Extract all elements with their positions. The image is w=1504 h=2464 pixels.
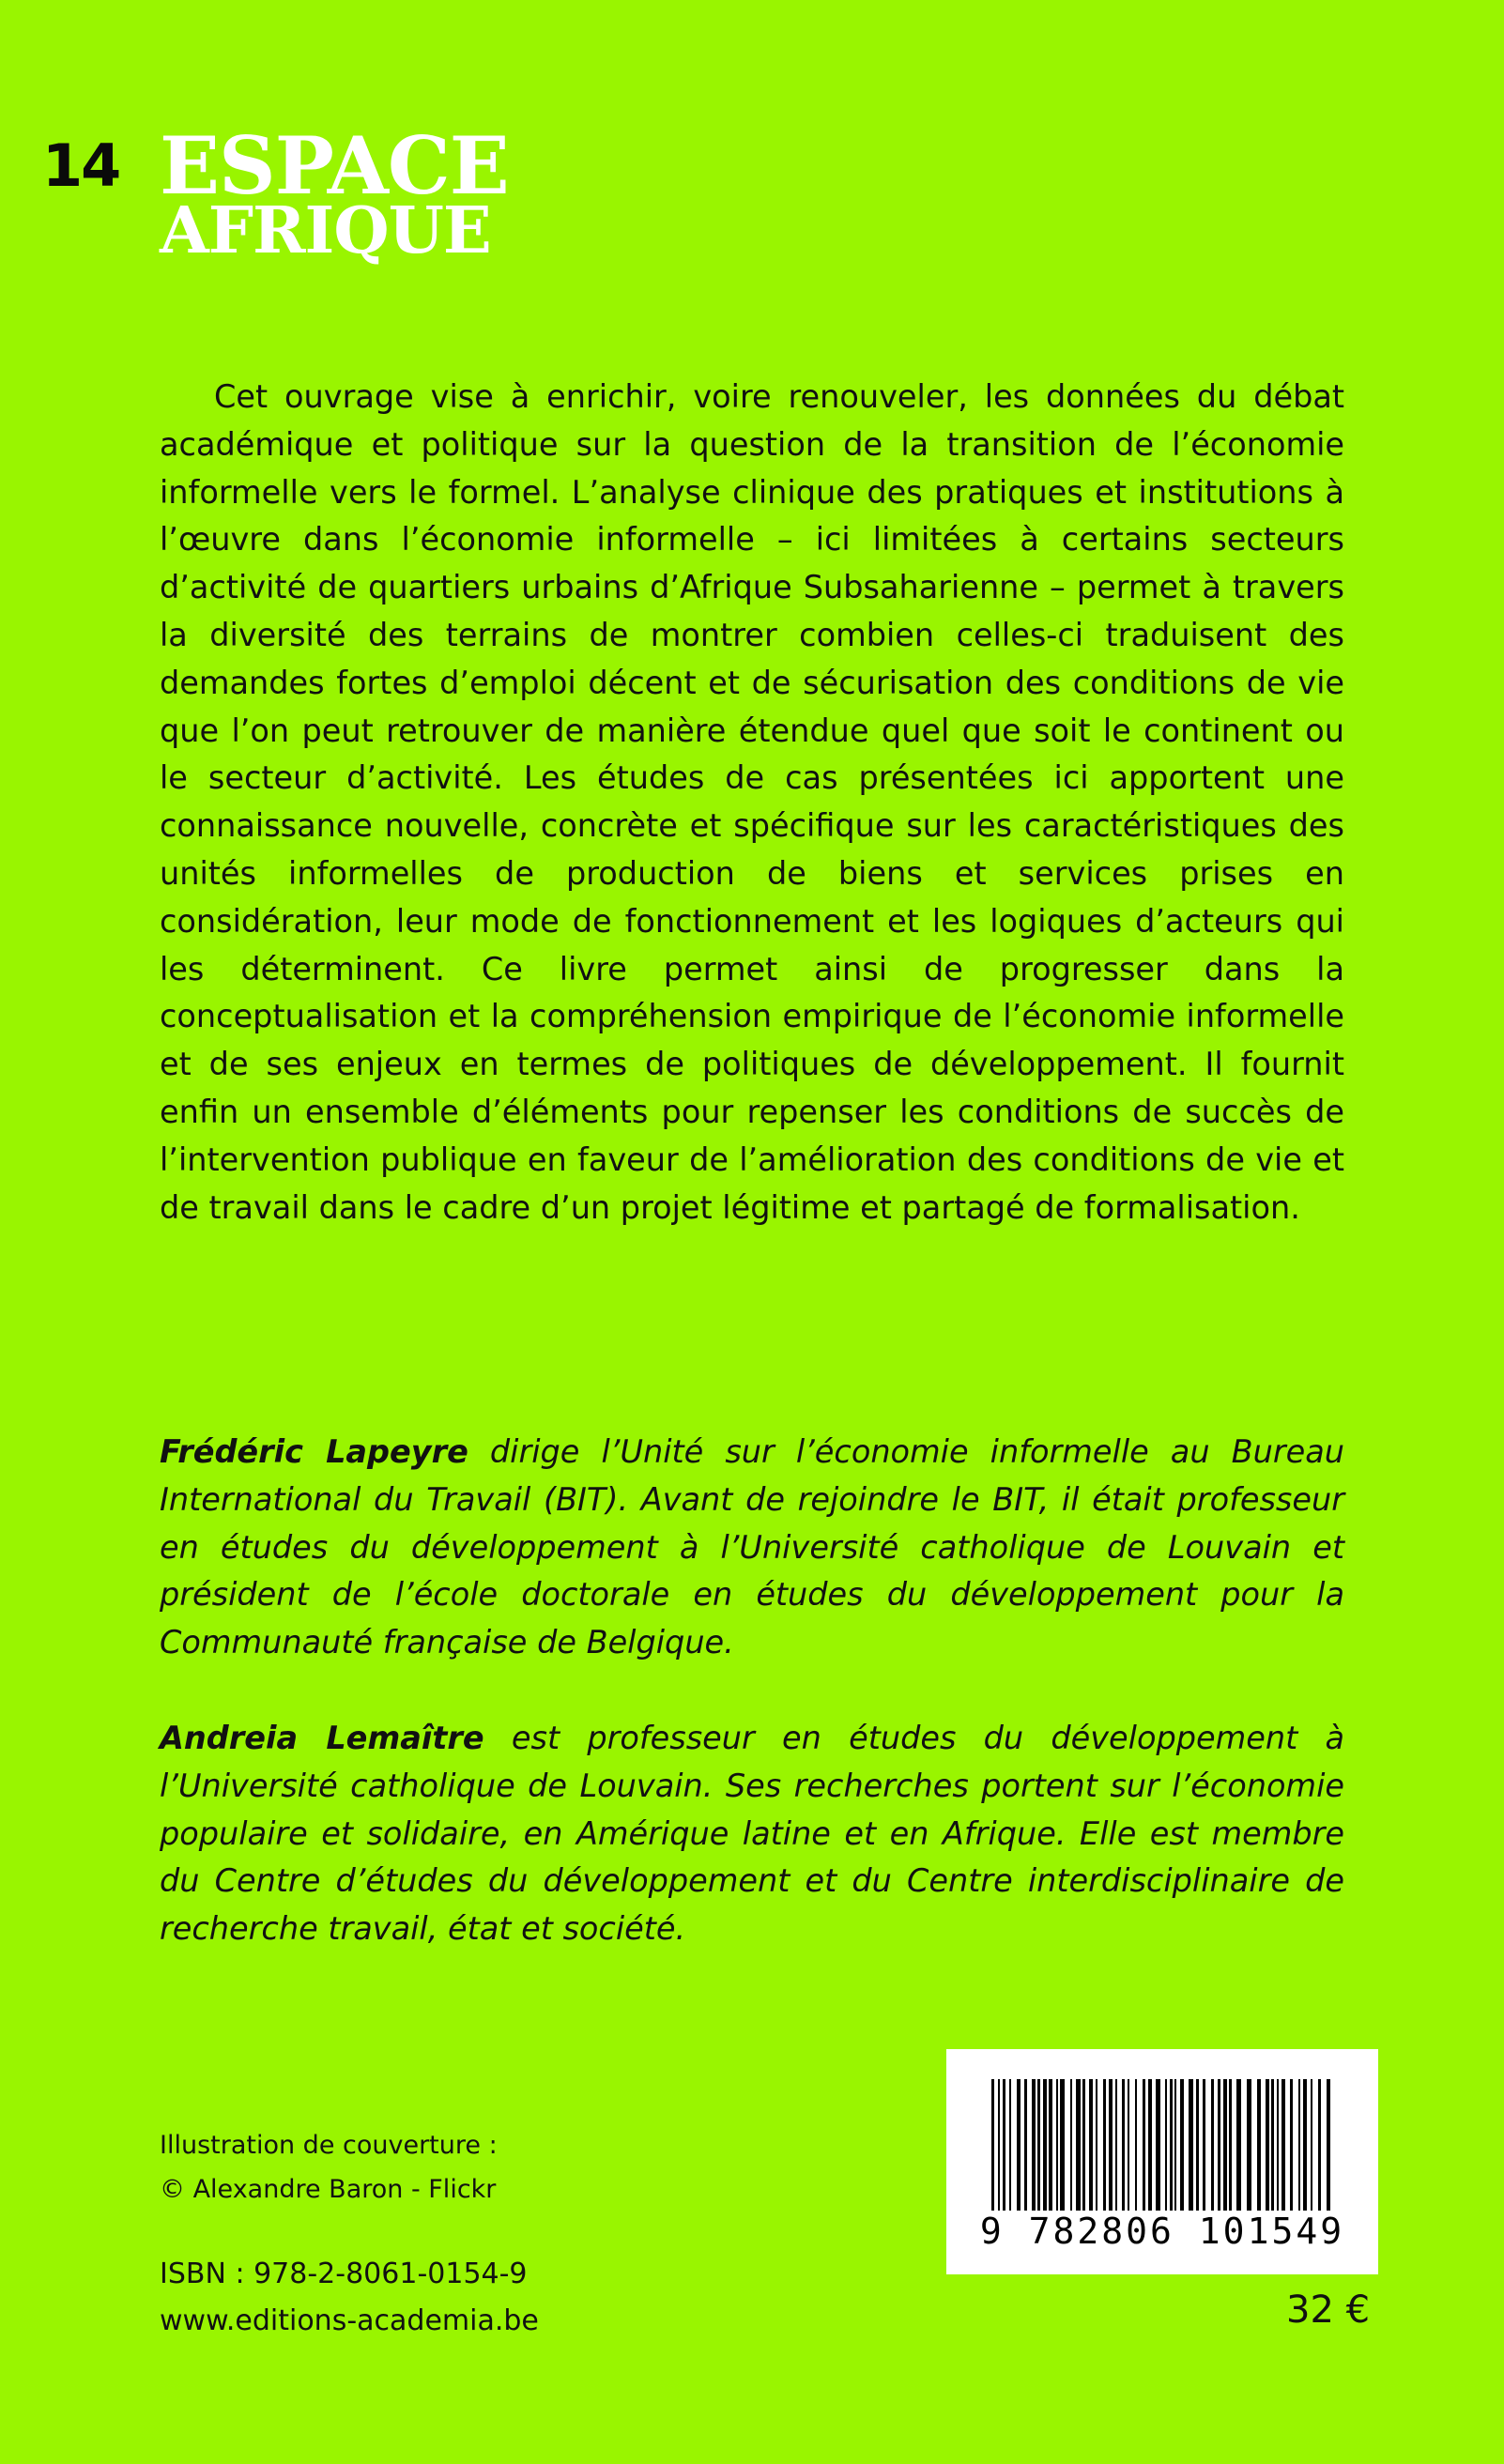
series-title-line1: ESPACE xyxy=(160,119,509,212)
barcode-bar xyxy=(998,2079,1000,2211)
barcode-bar xyxy=(1115,2079,1117,2211)
barcode-bar xyxy=(1043,2079,1047,2211)
barcode-bar xyxy=(1189,2079,1193,2211)
barcode-bar xyxy=(1271,2079,1274,2211)
barcode-bar xyxy=(1017,2079,1021,2211)
author-name-1: Frédéric Lapeyre xyxy=(160,1433,468,1470)
barcode-bar xyxy=(1156,2079,1160,2211)
credit-line-1: Illustration de couverture : xyxy=(160,2131,498,2160)
cover-credit xyxy=(160,2123,498,2211)
barcode-bar xyxy=(1257,2079,1261,2211)
barcode-bar xyxy=(1103,2079,1106,2211)
barcode-bar xyxy=(1089,2079,1093,2211)
barcode-bar xyxy=(1223,2079,1227,2211)
barcode-bar xyxy=(1290,2079,1293,2211)
author-bio-text-1: dirige l’Unité sur l’économie informelle au Bureau International du Travail (BIT). Avant de rejoindre le BIT, il était professeur en études du développement à l’Université catholique de Louvain et président de l’école doctorale en études du développement pour la Communauté française de Belgique. xyxy=(160,1433,1344,1661)
blurb-text: Cet ouvrage vise à enrichir, voire renouveler, les données du débat académique et politique sur la question de la transition de l’économie informelle vers le formel. L’analyse clinique des pratiques et institutions à l’œuvre dans l’économie informelle – ici limitées à certains secteurs d’activité de quartiers urbains d’Afrique Subsaharienne – permet à travers la diversité des terrains de montrer combien celles-ci traduisent des demandes fortes d’emploi décent et de sécurisation des conditions de vie que l’on peut retrouver de manière étendue quel que soit le continent ou le secteur d’activité. Les études de cas présentées ici apportent une connaissance nouvelle, concrète et spécifique sur les caractéristiques des unités informelles de production de biens et services prises en considération, leur mode de fonctionnement et les logiques d’acteurs qui les déterminent. Ce livre permet ainsi de progresser dans la conceptualisation et la compréhension empirique de l’économie informelle et de ses enjeux en termes de politiques de développement. Il fournit enfin un ensemble d’éléments pour repenser les conditions de succès de l’intervention publique en faveur de l’amélioration des conditions de vie et de travail dans le cadre d’un projet légitime et partagé de formalisation. xyxy=(160,378,1344,1226)
barcode-bar xyxy=(1009,2079,1011,2211)
author-bio-2 xyxy=(160,1715,1344,1953)
publisher-info xyxy=(160,2251,539,2345)
isbn-text: ISBN : 978-2-8061-0154-9 xyxy=(160,2257,528,2290)
barcode-bar xyxy=(1096,2079,1097,2211)
barcode-bar xyxy=(1318,2079,1321,2211)
barcode-bar xyxy=(1327,2079,1330,2211)
barcode-bar xyxy=(1211,2079,1214,2211)
barcode-bar xyxy=(1170,2079,1173,2211)
barcode-bar xyxy=(1024,2079,1027,2211)
barcode xyxy=(946,2049,1378,2274)
barcode-bar xyxy=(1143,2079,1145,2211)
blurb-paragraph xyxy=(160,374,1344,1232)
series-number: 14 xyxy=(42,131,120,200)
credit-line-2: © Alexandre Baron - Flickr xyxy=(160,2175,497,2204)
barcode-bar xyxy=(1203,2079,1205,2211)
barcode-bar xyxy=(1174,2079,1176,2211)
barcode-bar xyxy=(1060,2079,1065,2211)
website-link[interactable]: www.editions-academia.be xyxy=(160,2304,539,2337)
barcode-bar xyxy=(1266,2079,1269,2211)
barcode-bar xyxy=(991,2079,994,2211)
barcode-bar xyxy=(1311,2079,1312,2211)
barcode-bar xyxy=(1281,2079,1285,2211)
barcode-bar xyxy=(1229,2079,1232,2211)
barcode-bar xyxy=(1196,2079,1199,2211)
barcode-bar xyxy=(1303,2079,1307,2211)
barcode-digits: 9 782806 101549 xyxy=(979,2211,1345,2252)
author-bio-1 xyxy=(160,1429,1344,1667)
barcode-bar xyxy=(1070,2079,1072,2211)
author-bio-text-2: est professeur en études du développement à l’Université catholique de Louvain. Ses recherches portent sur l’économie populaire et solidaire, en Amérique latine et en Afrique. Elle est membre du Centre d’études du développement et du Centre interdisciplinaire de recherche travail, état et société. xyxy=(160,1720,1344,1948)
series-title xyxy=(160,119,509,269)
barcode-bar xyxy=(1180,2079,1184,2211)
barcode-bar xyxy=(1032,2079,1036,2211)
series-title-line2: AFRIQUE xyxy=(160,193,491,269)
barcode-bar xyxy=(1003,2079,1005,2211)
barcode-bar xyxy=(1109,2079,1113,2211)
barcode-bar xyxy=(1037,2079,1040,2211)
barcode-bar xyxy=(1076,2079,1081,2211)
barcode-bar xyxy=(1082,2079,1085,2211)
barcode-bar xyxy=(1236,2079,1241,2211)
author-name-2: Andreia Lemaître xyxy=(160,1720,484,1756)
barcode-bar xyxy=(1165,2079,1167,2211)
barcode-bar xyxy=(1128,2079,1129,2211)
barcode-bar xyxy=(1218,2079,1220,2211)
barcode-bar xyxy=(1135,2079,1137,2211)
barcode-bar xyxy=(1148,2079,1152,2211)
barcode-bar xyxy=(1056,2079,1058,2211)
barcode-bar xyxy=(1298,2079,1300,2211)
barcode-bar xyxy=(1122,2079,1125,2211)
barcode-bar xyxy=(1277,2079,1279,2211)
price: 32 € xyxy=(1286,2288,1371,2332)
barcode-bars xyxy=(991,2079,1333,2211)
barcode-bar xyxy=(1049,2079,1052,2211)
barcode-bar xyxy=(1247,2079,1251,2211)
